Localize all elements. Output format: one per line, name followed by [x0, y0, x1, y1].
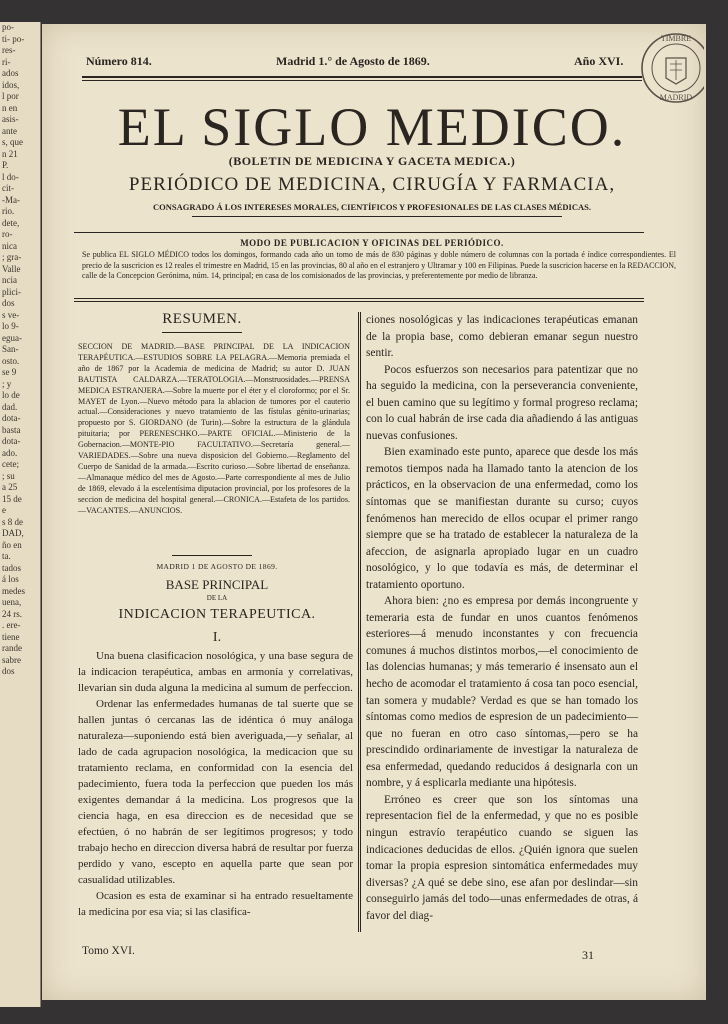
stamp-seal-icon: [636, 24, 704, 114]
column-divider-2: [360, 312, 361, 932]
left-page-fragment: basta: [2, 424, 21, 435]
masthead-subtitle: (BOLETIN DE MEDICINA Y GACETA MEDICA.): [228, 154, 516, 168]
stamp-bottom-text: MADRID: [659, 93, 693, 102]
left-page-fragment: n 21: [2, 148, 18, 159]
article-heading-1: BASE PRINCIPAL: [165, 577, 269, 592]
left-page-fragment: 24 rs.: [2, 608, 22, 619]
left-page-fragment: ado.: [2, 447, 18, 458]
left-page-fragment: ncia: [2, 275, 17, 285]
modo-rule: [74, 232, 644, 233]
resumen-rule: [162, 332, 242, 333]
left-page-fragment: tiene: [2, 631, 20, 642]
resumen-body: [78, 342, 350, 517]
left-page-fragment: rande: [2, 643, 22, 653]
left-page-fragment: . ere-: [2, 620, 21, 630]
masthead-consagrado: CONSAGRADO Á LOS INTERESES MORALES, CIENTÍFICOS Y PROFESIONALES DE LAS CLASES MÉDICAS.: [153, 202, 591, 212]
left-page-fragment: 15 de: [2, 493, 22, 504]
article-heading-de-la: DE LA: [206, 594, 228, 602]
left-page-fragment: lo 9-: [2, 321, 19, 331]
left-page-fragment: uena,: [2, 597, 22, 607]
article-dateline: MADRID 1 DE AGOSTO DE 1869.: [156, 562, 278, 571]
left-page-fragment: cete;: [2, 459, 19, 469]
issue-line: [86, 54, 686, 70]
left-page-fragment: Valle: [2, 263, 21, 274]
volume-label: Tomo XVI.: [82, 945, 135, 957]
resumen-title: RESUMEN.: [162, 311, 242, 327]
publication-heading: MODO DE PUBLICACION Y OFICINAS DEL PERIÓDICO.: [240, 238, 504, 248]
left-page-fragment: e: [2, 505, 6, 515]
publication-text: Se publica EL SIGLO MÉDICO todos los domingos, formando cada año un tomo de más de 830 páginas y doble número de columnas con la portada é índice correspondientes. El precio de la suscricion es 12 reales el trimestre en Madrid, 15 en las provincias, 80 al año en el estranjero y Ultramar y 100 en Filipinas. Puede la suscricion hacerse en la REDACCION, calle de la Concepcion Gerónima, núm. 14, principal; en casa de los comisionados de las provincias, y preferentemente por medio de libranza.: [82, 250, 676, 280]
issue-year: Año XVI.: [574, 54, 624, 68]
article-paragraph: Ahora bien: ¿no es empresa por demás incongruente y temeraria esta de fundar en unos cuantos fenómenos esteriores—á menudo inconstantes y con frecuencia comunes á muchos distintos morbos,—el conocimiento de las dolencias humanas; y más temerario é insensato aun el hecho de acomodar el tratamiento á cosa tan poco esencial, tan somera y mudable? Verdad es que se han tomado los síntomas como medios de espresion de un padecimiento—que no fueran en otro caso síntomas,—pero se ha prescindido ordinariamente de investigar la naturaleza de esa enfermedad, quedando reducidos á designarla con un nombre, y á esplicarla mediante una hipótesis.: [366, 595, 638, 790]
left-page-fragment: tados: [2, 562, 21, 573]
article-paragraph: Ocasion es esta de examinar si ha entrado resueltamente la medicina por esa via; si las clasifica-: [78, 889, 353, 918]
page-number: 31: [582, 948, 594, 962]
left-page-fragment: dete,: [2, 217, 20, 228]
issue-number: Número 814.: [86, 54, 152, 68]
left-page-fragment: ante: [2, 125, 17, 136]
left-page-fragment: l por: [2, 91, 19, 101]
article-paragraph: Bien examinado este punto, aparece que desde los más remotos tiempos nada ha llamado tanto la atencion de los prácticos, en la observacion de una enfermedad, como los síntomas que se manifiestan durante su curso; cuyos fenómenos han merecido de ellos ocupar el primer rango siempre que se ha tratado de establecer la naturaleza de la afeccion, de asignarla apropiado lugar en un cuadro nosológico, y lo que todavía es más, de determinar el tratamiento oportuno.: [366, 446, 638, 591]
left-page-fragment: s 8 de: [2, 516, 23, 527]
left-page-fragment: s ve-: [2, 309, 20, 320]
article-paragraph: Una buena clasificacion nosológica, y una base segura de la indicacion terapéutica, ambas en armonía y correlativas, llevarian sin duda alguna la medicina al sumum de perfeccion.: [78, 650, 353, 694]
left-page-fragment: DAD,: [2, 528, 24, 538]
left-page-fragment: á los: [2, 574, 19, 584]
issue-date: Madrid 1.° de Agosto de 1869.: [276, 54, 430, 68]
left-page-fragment: ta.: [2, 551, 11, 561]
left-page-fragment: dota-: [2, 436, 21, 446]
left-page-fragment: po-: [2, 22, 14, 32]
stamp-top-text: TIMBRE: [660, 34, 692, 43]
article-paragraph: ciones nosológicas y las indicaciones terapéuticas emanan de la propia base, como debieran emanar segun nuestro sentir.: [366, 314, 638, 360]
left-page-fragment: idos,: [2, 79, 20, 90]
newspaper-page: [42, 24, 706, 1000]
previous-page-edge: [0, 22, 41, 1007]
left-page-fragment: dos: [2, 298, 15, 308]
article-section-number: I.: [212, 630, 222, 645]
left-page-fragment: egua-: [2, 332, 22, 343]
left-page-fragment: s, que: [2, 137, 23, 147]
left-page-fragment: dota-: [2, 413, 21, 423]
left-page-fragment: medes: [2, 585, 25, 596]
article-column-b: [366, 312, 638, 924]
left-page-fragment: osto.: [2, 355, 20, 366]
left-page-fragment: rio.: [2, 206, 15, 216]
article-heading-2: INDICACION TERAPEUTICA.: [118, 607, 316, 622]
left-page-fragment: plici-: [2, 286, 21, 297]
resumen-end-rule: [172, 555, 252, 556]
publication-info: [82, 250, 676, 282]
left-page-fragment: ; su: [2, 470, 15, 481]
left-page-fragment: lo de: [2, 390, 20, 400]
left-page-fragment: dad.: [2, 401, 18, 412]
left-page-fragment: ados: [2, 68, 19, 78]
columns-rule: [74, 298, 644, 299]
left-page-fragment: P.: [2, 160, 9, 170]
left-page-fragment: ño en: [2, 539, 22, 550]
left-page-fragment: ro-: [2, 229, 13, 239]
left-page-fragment: dos: [2, 666, 15, 676]
article-column-a: [78, 649, 353, 921]
column-divider: [358, 312, 359, 932]
article-paragraph: Pocos esfuerzos son necesarios para patentizar que no ha seguido la medicina, con la perseverancia conveniente, el buen camino que su legítimo y formal progreso reclama; con lo cual habrán de irse cada dia añadiendo á las antiguas nuevas confusiones.: [366, 363, 638, 442]
left-page-fragment: sabre: [2, 654, 21, 665]
resumen-text: SECCION DE MADRID.—BASE PRINCIPAL DE LA INDICACION TERAPÉUTICA.—ESTUDIOS SOBRE LA PELAGRA.—Memoria premiada el año de 1867 por la Academia de medicina de Madrid; su autor D. JUAN BAUTISTA CALDARZA.—TERATOLOGIA.—Monstruosidades.—PRENSA MEDICA ESTRANJERA.—Sobre la muerte por el éter y el cloroformo; por el Sr. MAYET de Lyon.—Nuevo método para la ablacion de tumores por el cauterio actual.—Consideraciones y nuevo tratamiento de las fístulas génito-urinarias; propuesto por S. GIORDANO (de Turin).—Sobre la estructura de la glándula pituitaria; por PERENESCHKO.—PARTE OFICIAL.—Ministerio de la Gobernacion.—MONTE-PIO FACULTATIVO.—Secretaría general.—VARIEDADES.—Sobre una nueva disposicion del Gobierno.—Reglamento del Cuerpo de Sanidad de la armada.—Escrito curioso.—Sobre libertad de enseñanza.—Almanaque médico del mes de Agosto.—Parte correspondiente al mes de Julio de 1869, elevado á la escelentísima diputacion provincial, por los profesores de la seccion de medicina del hospital general.—CRONICA.—Estafeta de los partidos.—VACANTES.—ANUNCIOS.: [78, 342, 350, 515]
left-page-fragment: asis-: [2, 114, 19, 124]
left-page-fragment: a 25: [2, 482, 18, 492]
left-page-fragment: ; y: [2, 378, 12, 389]
left-page-fragment: ti- po-: [2, 33, 25, 44]
left-page-fragment: ri-: [2, 56, 11, 67]
left-page-fragment: n en: [2, 102, 18, 113]
left-page-fragment: se 9: [2, 367, 17, 377]
left-page-fragment: l do-: [2, 171, 19, 182]
left-page-fragment: cit-: [2, 183, 14, 193]
masthead-periodico: PERIÓDICO DE MEDICINA, CIRUGÍA Y FARMACIA,: [128, 174, 616, 195]
article-paragraph: Ordenar las enfermedades humanas de tal suerte que se hallen juntas ó cercanas las de idéntica ó muy análoga naturaleza—suponiendo está bien averiguada,—y señalar, al lado de cada agrupacion nosológica, la medicacion que su tratamiento reclama, en conformidad con la esencia del padecimiento, fuera toda la perfeccion que pueden los más exigentes demandar á la medicina. Los progresos que la ciencia haga, en esa direccion es de necesidad que se efectúen, ó no habrán de ser legítimos progresos; y todo trabajo hecho en direccion diversa habrá de resultar por fuerza perdido y vano, escepto en aquella parte que sean por casualidad utilizables.: [78, 697, 353, 886]
left-page-fragment: res-: [2, 45, 16, 55]
header-rule-top-thin: [82, 80, 642, 81]
left-page-fragment: ; gra-: [2, 252, 22, 262]
left-page-fragment: nica: [2, 240, 17, 251]
left-page-fragment: San-: [2, 344, 19, 354]
timbre-stamp: [636, 24, 704, 114]
masthead-title: EL SIGLO MEDICO.: [117, 97, 627, 157]
masthead-divider: [192, 216, 562, 217]
columns-rule-thin: [74, 301, 644, 302]
left-page-fragment: -Ma-: [2, 194, 20, 205]
article-paragraph: Erróneo es creer que son los síntomas una representacion fiel de la enfermedad, y que no es posible ningun estravío terapéutico cuando se siguen las indicaciones deducidas de ellos. ¿Quién ignora que suelen tomar la propia espresion sintomática enfermedades muy diversas? ¿A qué se debe sino, ese afan por deslindar—sin conseguirlo jamás del todo—unas enfermedades de otras, á favor del diag-: [366, 793, 638, 922]
header-rule-top: [82, 76, 642, 78]
